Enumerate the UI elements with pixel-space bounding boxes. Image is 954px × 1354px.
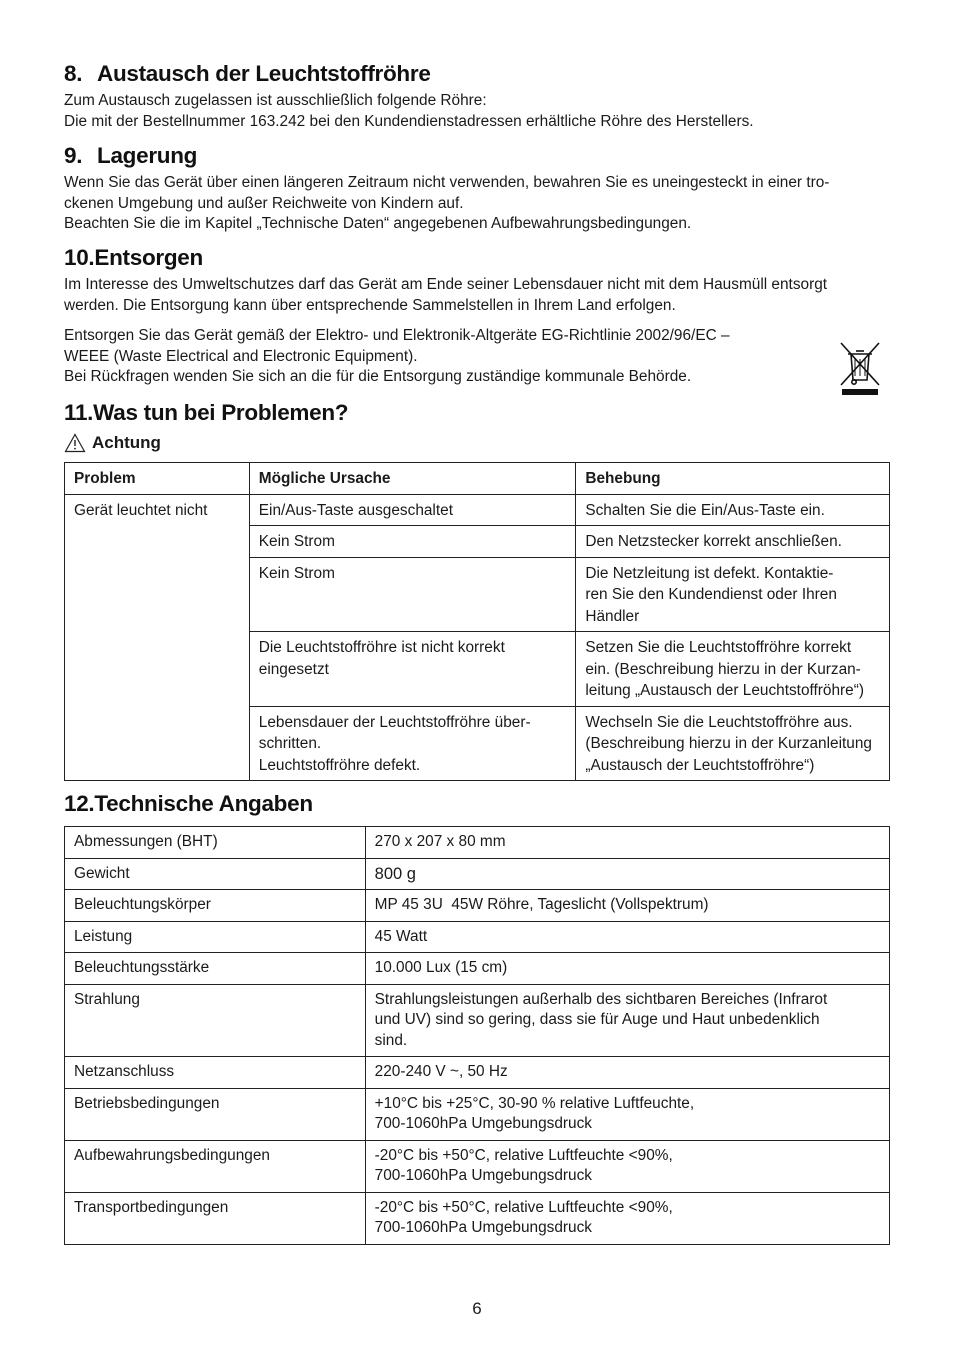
spec-label: Beleuchtungsstärke bbox=[65, 953, 366, 985]
spec-value: 270 x 207 x 80 mm bbox=[365, 827, 889, 859]
fix-cell: Den Netzstecker korrekt anschließen. bbox=[576, 526, 890, 558]
spec-label: Gewicht bbox=[65, 858, 366, 890]
spec-value: MP 45 3U 45W Röhre, Tageslicht (Vollspektrum) bbox=[365, 890, 889, 922]
column-header: Mögliche Ursache bbox=[249, 463, 576, 495]
section-8-text: Zum Austausch zugelassen ist ausschließlich folgende Röhre: Die mit der Bestellnummer 163.242 bei den Kundendienstadressen erhältliche Röhre des Herstellers. bbox=[64, 92, 754, 130]
table-row bbox=[65, 494, 890, 526]
spec-label: Aufbewahrungsbedingungen bbox=[65, 1140, 366, 1192]
fix-cell: Wechseln Sie die Leuchtstoffröhre aus. (Beschreibung hierzu in der Kurzanleitung „Austausch der Leuchtstoffröhre“) bbox=[576, 706, 890, 781]
spec-label: Netzanschluss bbox=[65, 1057, 366, 1089]
cause-cell: Kein Strom bbox=[249, 526, 576, 558]
spec-label: Abmessungen (BHT) bbox=[65, 827, 366, 859]
section-12-heading: 12.Technische Angaben bbox=[64, 791, 313, 816]
table-row bbox=[65, 1057, 890, 1089]
cause-cell: Die Leuchtstoffröhre ist nicht korrekt eingesetzt bbox=[249, 632, 576, 707]
cause-cell: Lebensdauer der Leuchtstoffröhre über- schritten. Leuchtstoffröhre defekt. bbox=[249, 706, 576, 781]
table-row bbox=[65, 1088, 890, 1140]
spec-value: Strahlungsleistungen außerhalb des sichtbaren Bereiches (Infrarot und UV) sind so gering, dass sie für Auge und Haut unbedenklich sind. bbox=[365, 984, 889, 1057]
spec-value: -20°C bis +50°C, relative Luftfeuchte <90%, 700-1060hPa Umgebungsdruck bbox=[365, 1140, 889, 1192]
section-9-heading: 9. Lagerung bbox=[64, 143, 198, 168]
table-row bbox=[65, 858, 890, 890]
cause-cell: Ein/Aus-Taste ausgeschaltet bbox=[249, 494, 576, 526]
warning-notice bbox=[64, 433, 890, 453]
spec-value: +10°C bis +25°C, 30-90 % relative Luftfeuchte, 700-1060hPa Umgebungsdruck bbox=[365, 1088, 889, 1140]
spec-value: 10.000 Lux (15 cm) bbox=[365, 953, 889, 985]
section-10 bbox=[64, 244, 890, 388]
table-row bbox=[65, 890, 890, 922]
fix-cell: Setzen Sie die Leuchtstoffröhre korrekt ein. (Beschreibung hierzu in der Kurzan- leitung „Austausch der Leuchtstoffröhre“) bbox=[576, 632, 890, 707]
table-row bbox=[65, 984, 890, 1057]
specs-table bbox=[64, 826, 890, 1245]
table-row bbox=[65, 921, 890, 953]
problem-table bbox=[64, 462, 890, 781]
spec-label: Betriebsbedingungen bbox=[65, 1088, 366, 1140]
section-11-heading: 11.Was tun bei Problemen? bbox=[64, 400, 349, 425]
section-11 bbox=[64, 399, 890, 781]
section-10-para-1: Im Interesse des Umweltschutzes darf das Gerät am Ende seiner Lebensdauer nicht mit dem Hausmüll entsorgt werden. Die Entsorgung kann über entsprechende Sammelstellen in Ihrem Land erfolgen. bbox=[64, 276, 828, 314]
cause-cell: Kein Strom bbox=[249, 557, 576, 632]
section-10-para-2: Entsorgen Sie das Gerät gemäß der Elektro- und Elektronik-Altgeräte EG-Richtlinie 2002/96/EC – WEEE (Waste Electrical and Electronic Equipment). Bei Rückfragen wenden Sie sich an die für die Entsorgung zuständige kommunale Behörde. bbox=[64, 326, 890, 388]
fix-cell: Schalten Sie die Ein/Aus-Taste ein. bbox=[576, 494, 890, 526]
crossed-out-wheelie-bin-icon bbox=[838, 340, 882, 396]
column-header: Behebung bbox=[576, 463, 890, 495]
spec-label: Beleuchtungskörper bbox=[65, 890, 366, 922]
section-9-text: Wenn Sie das Gerät über einen längeren Zeitraum nicht verwenden, bewahren Sie es uneingesteckt in einer tro- ckenen Umgebung und außer Reichweite von Kindern auf. Beachten Sie die im Kapitel „Technische Daten“ angegebenen Aufbewahrungsbedingungen. bbox=[64, 174, 830, 232]
problem-cell: Gerät leuchtet nicht bbox=[65, 494, 250, 781]
warning-label: Achtung bbox=[92, 433, 161, 452]
table-row bbox=[65, 827, 890, 859]
table-row bbox=[65, 1192, 890, 1244]
section-10-heading: 10.Entsorgen bbox=[64, 245, 203, 270]
table-row bbox=[65, 953, 890, 985]
fix-cell: Die Netzleitung ist defekt. Kontaktie- ren Sie den Kundendienst oder Ihren Händler bbox=[576, 557, 890, 632]
section-8 bbox=[64, 60, 890, 132]
spec-label: Leistung bbox=[65, 921, 366, 953]
page-number: 6 bbox=[472, 1299, 482, 1318]
table-header-row bbox=[65, 463, 890, 495]
spec-label: Transportbedingungen bbox=[65, 1192, 366, 1244]
section-9 bbox=[64, 142, 890, 235]
column-header: Problem bbox=[65, 463, 250, 495]
table-row bbox=[65, 1140, 890, 1192]
section-12 bbox=[64, 790, 890, 1245]
spec-value: 800 g bbox=[365, 858, 889, 890]
section-8-heading: 8. Austausch der Leuchtstoffröhre bbox=[64, 61, 431, 86]
spec-label: Strahlung bbox=[65, 984, 366, 1057]
spec-value: 45 Watt bbox=[365, 921, 889, 953]
spec-value: -20°C bis +50°C, relative Luftfeuchte <90%, 700-1060hPa Umgebungsdruck bbox=[365, 1192, 889, 1244]
warning-triangle-icon bbox=[64, 433, 86, 453]
spec-value: 220-240 V ~, 50 Hz bbox=[365, 1057, 889, 1089]
